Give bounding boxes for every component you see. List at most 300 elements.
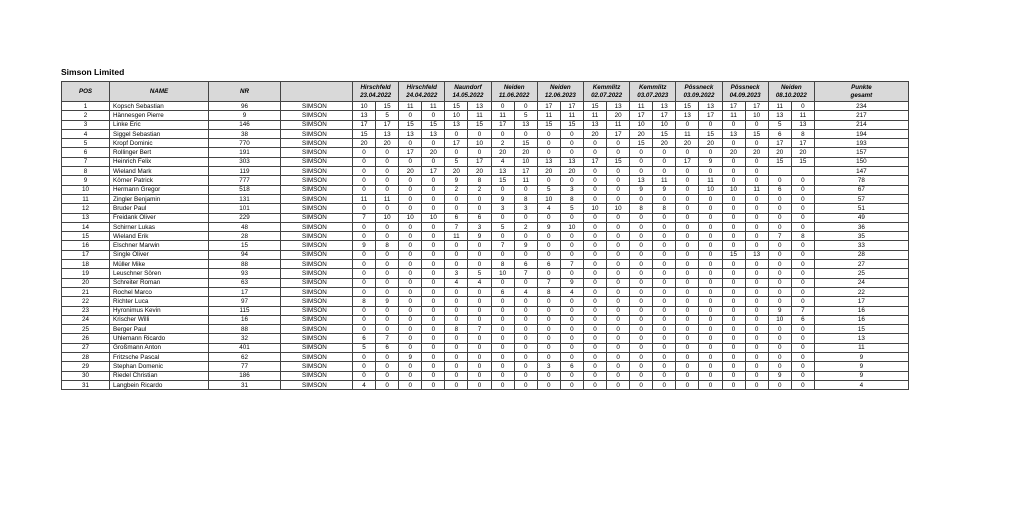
score-cell: 0 — [722, 343, 745, 352]
score-cell: 0 — [768, 204, 791, 213]
score-cell: 0 — [607, 334, 630, 343]
score-cell: 0 — [607, 343, 630, 352]
score-cell: 0 — [653, 343, 676, 352]
score-cell: 5 — [376, 111, 399, 120]
score-cell: 0 — [376, 287, 399, 296]
score-cell: 0 — [791, 185, 814, 194]
score-cell: 0 — [353, 148, 376, 157]
event-header — [583, 82, 629, 102]
total-cell: 193 — [814, 139, 908, 148]
score-cell: 20 — [399, 167, 422, 176]
event-place: Hirschfeld — [406, 84, 437, 91]
score-cell: 0 — [376, 362, 399, 371]
score-cell: 0 — [468, 287, 491, 296]
score-cell: 0 — [699, 241, 722, 250]
score-cell: 0 — [791, 343, 814, 352]
score-cell: 0 — [768, 250, 791, 259]
nr-cell: 38 — [209, 129, 281, 138]
score-cell: 0 — [768, 194, 791, 203]
event-place: Hirschfeld — [360, 84, 391, 91]
score-cell: 10 — [445, 111, 468, 120]
score-cell: 7 — [514, 269, 537, 278]
team-cell: SIMSON — [281, 362, 353, 371]
score-cell: 0 — [745, 167, 768, 176]
score-cell: 13 — [514, 120, 537, 129]
score-cell: 5 — [560, 204, 583, 213]
score-cell: 0 — [768, 222, 791, 231]
score-cell: 0 — [514, 306, 537, 315]
score-cell: 0 — [607, 139, 630, 148]
score-cell: 0 — [653, 362, 676, 371]
score-cell: 0 — [353, 157, 376, 166]
score-cell: 0 — [745, 371, 768, 380]
score-cell: 8 — [791, 129, 814, 138]
table-row — [62, 362, 909, 371]
name-cell: Krischer Willi — [110, 315, 209, 324]
score-cell: 0 — [607, 232, 630, 241]
score-cell: 0 — [722, 241, 745, 250]
score-cell: 20 — [791, 148, 814, 157]
score-cell: 0 — [491, 278, 514, 287]
score-cell: 0 — [422, 325, 445, 334]
total-cell: 157 — [814, 148, 908, 157]
total-header-line: Punkte — [851, 84, 872, 91]
score-cell: 0 — [676, 315, 699, 324]
score-cell: 0 — [537, 176, 560, 185]
score-cell: 0 — [699, 260, 722, 269]
score-cell: 0 — [768, 362, 791, 371]
score-cell: 6 — [491, 287, 514, 296]
score-cell: 0 — [514, 213, 537, 222]
score-cell: 0 — [583, 213, 606, 222]
score-cell: 0 — [722, 222, 745, 231]
score-cell: 15 — [583, 102, 606, 111]
score-cell: 0 — [560, 139, 583, 148]
nr-cell: 96 — [209, 102, 281, 111]
score-cell: 17 — [537, 102, 560, 111]
score-cell: 0 — [722, 297, 745, 306]
name-cell: Rochel Marco — [110, 287, 209, 296]
pos-cell: 19 — [62, 269, 110, 278]
pos-cell: 26 — [62, 334, 110, 343]
score-cell: 11 — [699, 176, 722, 185]
score-cell: 0 — [676, 185, 699, 194]
score-cell: 17 — [422, 167, 445, 176]
score-cell: 0 — [491, 306, 514, 315]
score-cell: 0 — [607, 185, 630, 194]
score-cell: 0 — [630, 362, 653, 371]
score-cell: 10 — [353, 102, 376, 111]
score-cell: 9 — [353, 241, 376, 250]
score-cell: 0 — [768, 287, 791, 296]
event-header — [353, 82, 399, 102]
score-cell: 0 — [583, 287, 606, 296]
event-date: 03.09.2022 — [683, 91, 715, 99]
score-cell: 7 — [768, 232, 791, 241]
score-cell: 0 — [630, 232, 653, 241]
event-date: 04.09.2023 — [729, 91, 761, 99]
score-cell: 0 — [745, 194, 768, 203]
team-cell: SIMSON — [281, 213, 353, 222]
score-cell: 0 — [514, 362, 537, 371]
score-cell: 0 — [468, 297, 491, 306]
score-cell: 0 — [514, 250, 537, 259]
score-cell: 8 — [630, 204, 653, 213]
score-cell: 13 — [722, 129, 745, 138]
score-cell: 0 — [722, 278, 745, 287]
score-cell: 0 — [607, 222, 630, 231]
score-cell: 0 — [560, 380, 583, 389]
score-cell: 0 — [491, 362, 514, 371]
score-cell: 0 — [745, 232, 768, 241]
score-cell: 0 — [514, 343, 537, 352]
score-cell: 0 — [699, 380, 722, 389]
pos-cell: 29 — [62, 362, 110, 371]
total-cell: 9 — [814, 353, 908, 362]
event-header — [630, 82, 676, 102]
score-cell: 0 — [422, 380, 445, 389]
score-cell: 0 — [422, 111, 445, 120]
score-cell: 0 — [722, 167, 745, 176]
score-cell: 11 — [399, 102, 422, 111]
score-cell: 20 — [630, 129, 653, 138]
score-cell: 0 — [468, 334, 491, 343]
nr-cell: 191 — [209, 148, 281, 157]
table-row — [62, 139, 909, 148]
score-cell: 0 — [445, 260, 468, 269]
score-cell: 0 — [422, 362, 445, 371]
score-cell: 10 — [630, 120, 653, 129]
total-cell: 217 — [814, 111, 908, 120]
score-cell: 0 — [422, 315, 445, 324]
score-cell: 0 — [376, 185, 399, 194]
score-cell: 20 — [491, 148, 514, 157]
total-cell: 11 — [814, 343, 908, 352]
nr-cell: 88 — [209, 325, 281, 334]
score-cell: 0 — [514, 353, 537, 362]
score-cell: 0 — [676, 297, 699, 306]
score-cell: 0 — [722, 315, 745, 324]
score-cell: 0 — [791, 241, 814, 250]
name-header: NAME — [110, 82, 209, 102]
name-cell: Körner Patrick — [110, 176, 209, 185]
score-cell: 0 — [699, 269, 722, 278]
score-cell: 0 — [768, 297, 791, 306]
team-cell: SIMSON — [281, 194, 353, 203]
score-cell: 0 — [676, 287, 699, 296]
nr-cell: 28 — [209, 232, 281, 241]
score-cell: 11 — [560, 111, 583, 120]
score-cell: 0 — [445, 287, 468, 296]
score-cell: 0 — [630, 278, 653, 287]
score-cell: 0 — [422, 287, 445, 296]
score-cell: 0 — [699, 232, 722, 241]
score-cell: 0 — [791, 194, 814, 203]
score-cell: 0 — [607, 315, 630, 324]
score-cell: 20 — [745, 148, 768, 157]
score-cell: 0 — [560, 334, 583, 343]
header-row — [62, 82, 909, 102]
name-cell: Fritzsche Pascal — [110, 353, 209, 362]
score-cell: 0 — [607, 353, 630, 362]
score-cell: 0 — [722, 213, 745, 222]
total-cell: 13 — [814, 334, 908, 343]
score-cell: 0 — [745, 343, 768, 352]
score-cell: 0 — [791, 102, 814, 111]
pos-cell: 11 — [62, 194, 110, 203]
score-cell: 0 — [399, 260, 422, 269]
score-cell: 0 — [560, 297, 583, 306]
score-cell: 0 — [630, 297, 653, 306]
score-cell: 0 — [560, 353, 583, 362]
event-header — [445, 82, 491, 102]
nr-cell: 48 — [209, 222, 281, 231]
score-cell: 0 — [514, 278, 537, 287]
total-cell: 147 — [814, 167, 908, 176]
score-cell: 0 — [399, 343, 422, 352]
score-cell: 4 — [514, 287, 537, 296]
score-cell: 3 — [537, 362, 560, 371]
score-cell: 0 — [768, 260, 791, 269]
score-cell: 0 — [560, 148, 583, 157]
score-cell: 0 — [376, 232, 399, 241]
score-cell: 0 — [491, 371, 514, 380]
score-cell: 0 — [399, 371, 422, 380]
score-cell: 0 — [422, 194, 445, 203]
name-cell: Zingler Benjamin — [110, 194, 209, 203]
score-cell: 5 — [491, 222, 514, 231]
score-cell: 2 — [514, 222, 537, 231]
team-cell: SIMSON — [281, 371, 353, 380]
name-cell: Hyronimus Kevin — [110, 306, 209, 315]
score-cell: 0 — [399, 306, 422, 315]
score-cell: 0 — [583, 362, 606, 371]
score-cell: 0 — [514, 325, 537, 334]
total-cell: 36 — [814, 222, 908, 231]
score-cell: 0 — [422, 204, 445, 213]
score-cell: 17 — [791, 139, 814, 148]
score-cell: 0 — [768, 269, 791, 278]
score-cell: 0 — [491, 102, 514, 111]
score-cell: 0 — [445, 315, 468, 324]
table-row — [62, 334, 909, 343]
score-cell: 20 — [560, 167, 583, 176]
score-cell: 0 — [376, 325, 399, 334]
event-place: Naundorf — [454, 84, 482, 91]
score-cell: 15 — [353, 129, 376, 138]
team-cell: SIMSON — [281, 157, 353, 166]
score-cell: 0 — [676, 194, 699, 203]
event-header — [722, 82, 768, 102]
score-cell: 8 — [791, 232, 814, 241]
score-cell: 11 — [791, 111, 814, 120]
nr-cell: 146 — [209, 120, 281, 129]
score-cell: 0 — [468, 204, 491, 213]
score-cell: 0 — [537, 297, 560, 306]
score-cell: 0 — [791, 176, 814, 185]
table-row — [62, 102, 909, 111]
score-cell: 0 — [768, 353, 791, 362]
table-row — [62, 167, 909, 176]
score-cell: 17 — [583, 157, 606, 166]
pos-cell: 5 — [62, 139, 110, 148]
score-cell: 0 — [560, 371, 583, 380]
score-cell: 0 — [722, 306, 745, 315]
score-cell: 0 — [745, 334, 768, 343]
score-cell: 0 — [676, 278, 699, 287]
nr-cell: 31 — [209, 380, 281, 389]
score-cell: 0 — [699, 250, 722, 259]
table-row — [62, 204, 909, 213]
table-row — [62, 120, 909, 129]
score-cell: 15 — [399, 120, 422, 129]
score-cell: 0 — [514, 334, 537, 343]
nr-cell: 62 — [209, 353, 281, 362]
score-cell: 0 — [422, 185, 445, 194]
score-cell: 0 — [653, 315, 676, 324]
score-cell: 0 — [607, 241, 630, 250]
table-row — [62, 148, 909, 157]
score-cell: 15 — [376, 102, 399, 111]
team-cell: SIMSON — [281, 306, 353, 315]
score-cell: 0 — [653, 269, 676, 278]
score-cell: 0 — [376, 315, 399, 324]
nr-cell: 131 — [209, 194, 281, 203]
score-cell: 7 — [791, 306, 814, 315]
pos-cell: 15 — [62, 232, 110, 241]
score-cell: 0 — [445, 148, 468, 157]
score-cell: 0 — [583, 315, 606, 324]
team-cell: SIMSON — [281, 120, 353, 129]
pos-cell: 21 — [62, 287, 110, 296]
score-cell: 2 — [468, 185, 491, 194]
score-cell: 17 — [560, 102, 583, 111]
score-cell: 0 — [560, 306, 583, 315]
pos-cell: 22 — [62, 297, 110, 306]
table-header — [62, 82, 909, 102]
score-cell: 0 — [768, 380, 791, 389]
nr-cell: 186 — [209, 371, 281, 380]
event-date: 08.10.2022 — [775, 91, 807, 99]
score-cell: 0 — [514, 129, 537, 138]
score-cell: 0 — [445, 204, 468, 213]
table-row — [62, 111, 909, 120]
score-cell: 3 — [468, 222, 491, 231]
pos-header: POS — [62, 82, 110, 102]
score-cell: 0 — [699, 325, 722, 334]
team-cell: SIMSON — [281, 111, 353, 120]
name-cell: Stephan Domenic — [110, 362, 209, 371]
score-cell: 0 — [676, 222, 699, 231]
score-cell: 0 — [583, 269, 606, 278]
score-cell: 0 — [745, 241, 768, 250]
score-cell: 10 — [560, 222, 583, 231]
score-cell: 20 — [768, 148, 791, 157]
score-cell: 0 — [537, 148, 560, 157]
table-row — [62, 129, 909, 138]
total-cell: 35 — [814, 232, 908, 241]
table-body — [62, 102, 909, 390]
score-cell: 0 — [560, 315, 583, 324]
score-cell: 0 — [399, 157, 422, 166]
total-cell: 150 — [814, 157, 908, 166]
pos-cell: 17 — [62, 250, 110, 259]
score-cell: 0 — [768, 241, 791, 250]
table-row — [62, 213, 909, 222]
nr-cell: 88 — [209, 260, 281, 269]
score-cell: 0 — [745, 362, 768, 371]
score-cell: 0 — [722, 194, 745, 203]
score-cell: 0 — [537, 380, 560, 389]
score-cell: 3 — [445, 269, 468, 278]
team-cell: SIMSON — [281, 241, 353, 250]
score-cell: 0 — [399, 241, 422, 250]
score-cell: 0 — [676, 213, 699, 222]
score-cell: 11 — [445, 232, 468, 241]
score-cell: 10 — [399, 213, 422, 222]
table-row — [62, 176, 909, 185]
score-cell: 0 — [630, 325, 653, 334]
score-cell: 0 — [653, 260, 676, 269]
score-cell: 0 — [607, 148, 630, 157]
total-cell: 9 — [814, 371, 908, 380]
event-date: 03.07.2023 — [637, 91, 669, 99]
table-row — [62, 343, 909, 352]
score-cell: 0 — [583, 325, 606, 334]
score-cell: 0 — [353, 260, 376, 269]
nr-cell: 93 — [209, 269, 281, 278]
score-cell: 20 — [514, 148, 537, 157]
score-cell: 0 — [422, 334, 445, 343]
nr-cell: 9 — [209, 111, 281, 120]
score-cell: 0 — [676, 380, 699, 389]
score-cell: 0 — [630, 371, 653, 380]
pos-cell: 16 — [62, 241, 110, 250]
nr-cell: 97 — [209, 297, 281, 306]
score-cell: 0 — [399, 315, 422, 324]
score-cell: 0 — [376, 380, 399, 389]
score-cell: 0 — [399, 185, 422, 194]
score-cell: 0 — [630, 260, 653, 269]
name-cell: Schreiter Roman — [110, 278, 209, 287]
score-cell: 11 — [676, 129, 699, 138]
score-cell — [768, 167, 791, 176]
score-cell: 0 — [722, 362, 745, 371]
score-cell: 9 — [445, 176, 468, 185]
score-cell: 15 — [745, 129, 768, 138]
score-cell: 0 — [537, 139, 560, 148]
score-cell: 0 — [537, 129, 560, 138]
score-cell: 0 — [468, 241, 491, 250]
document-title: Simson Limited — [61, 67, 125, 77]
score-cell: 0 — [422, 353, 445, 362]
team-cell: SIMSON — [281, 315, 353, 324]
team-cell: SIMSON — [281, 260, 353, 269]
score-cell: 0 — [745, 176, 768, 185]
score-cell: 4 — [560, 287, 583, 296]
score-cell: 13 — [745, 250, 768, 259]
score-cell: 0 — [422, 297, 445, 306]
table-row — [62, 297, 909, 306]
name-cell: Richter Luca — [110, 297, 209, 306]
score-cell: 0 — [422, 241, 445, 250]
score-cell: 6 — [376, 343, 399, 352]
score-cell: 9 — [537, 222, 560, 231]
event-header — [491, 82, 537, 102]
score-cell: 13 — [583, 120, 606, 129]
score-cell: 0 — [607, 260, 630, 269]
name-cell: Wieland Mark — [110, 167, 209, 176]
